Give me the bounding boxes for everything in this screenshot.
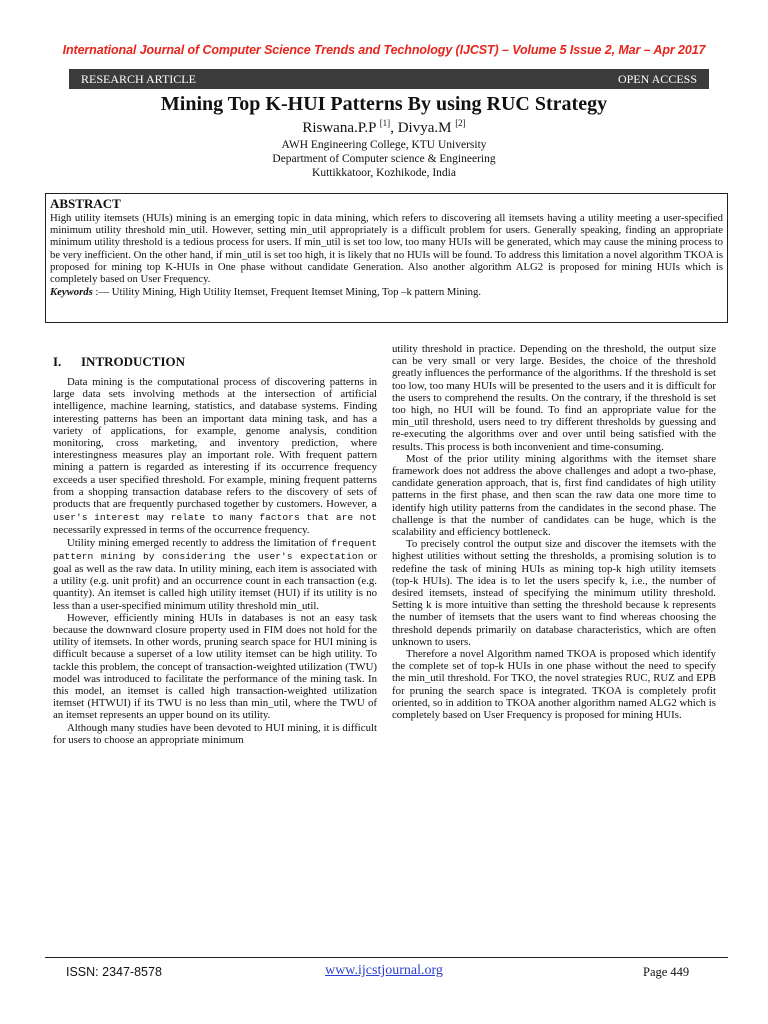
intro-p1-mono-text: a user's interest may relate to many factors that are not [53, 499, 377, 524]
research-article-label: RESEARCH ARTICLE [81, 72, 196, 86]
keywords-separator: :— [92, 286, 112, 299]
keywords-label: Keywords [50, 286, 93, 299]
intro-p2-end-text: or goal as well as the raw data. In utility mining, each item is associated with a utility (e.g. unit profit) and an occurrence count in each transaction (e.g. quantity). An itemset is called high utility itemset (HUI) if its utility is no less than a user-specified minimum utility threshold min_util. [53, 549, 377, 612]
section-number: I. [53, 354, 62, 369]
intro-p1-end-text: necessarily expressed in terms of the occurrence frequency. [53, 524, 310, 537]
intro-paragraph-2 [53, 537, 377, 612]
footer-divider [45, 957, 728, 958]
journal-header: International Journal of Computer Science Trends and Technology (IJCST) – Volume 5 Issue 2, Mar – Apr 2017 [62, 43, 706, 57]
right-paragraph-2: Most of the prior utility mining algorithms with the itemset share framework does not address the above challenges and adopt a two-phase, candidate generation approach, that is, first find candidates of high utility patterns in the first phase, and then scan the raw data one more time to identify high utility patterns from the candidates in the second phase. The challenge is that the number of candidates can be huge, which is the scalability and efficiency bottleneck. [392, 452, 716, 539]
affiliation-3: Kuttikkatoor, Kozhikode, India [312, 167, 456, 179]
intro-p2-mono-text: frequent pattern mining by considering the user's expectation [53, 537, 377, 562]
author-1: Riswana.P.P [302, 120, 376, 136]
intro-p1-text: Data mining is the computational process of discovering patterns in large data sets involving methods at the intersection of artificial intelligence, machine learning, statistics, and database systems. Finding interesting patterns has been an important data mining task, and has a variety of applications, for example, genome analysis, condition monitoring, cross marketing, and inventory prediction, where interestingness measures play an important role. With frequent pattern mining a pattern is regarded as interesting if its occurrence frequency exceeds a user specified threshold. For example, mining frequent patterns from a shopping transaction database refers to the discovery of sets of products that are frequently purchased together by customers. However, [53, 376, 377, 511]
footer-page-number: Page 449 [643, 965, 690, 979]
intro-paragraph-3: However, efficiently mining HUIs in databases is not an easy task because the downward closure property used in FIM does not hold for the utility of itemsets. In other words, pruning search space for HUI mining is difficult because a superset of a low utility itemset can be high utility. To tackle this problem, the concept of transaction-weighted utilization (TWU) model was introduced to facilitate the performance of the mining task. In this model, an itemset is called high transaction-weighted utilization itemset (HTWUI) if its TWU is no less than min_util, where the TWU of an itemset represents an upper bound on its utility. [53, 611, 377, 722]
author-2-ref: [2] [455, 118, 466, 128]
affiliation-1: AWH Engineering College, KTU University [281, 139, 487, 151]
right-paragraph-3: To precisely control the output size and discover the itemsets with the highest utilities without setting the thresholds, a promising solution is to redefine the task of mining HUIs as mining top-k high utility itemsets (top-k HUIs). The idea is to let the users specify k, i.e., the number of desired itemsets, instead of specifying the minimum utility threshold. Setting k is more intuitive than setting the threshold because k represents the number of itemsets that the users want to find whereas choosing the threshold depends primarily on database characteristics, which are often unknown to users. [392, 538, 716, 648]
footer-website-link[interactable]: www.ijcstjournal.org [325, 963, 443, 978]
footer-issn: ISSN: 2347-8578 [66, 965, 162, 979]
abstract-heading: ABSTRACT [50, 196, 121, 211]
abstract-text: High utility itemsets (HUIs) mining is an emerging topic in data mining, which refers to discovering all itemsets having a utility meeting a user-specified minimum utility threshold min_util. However, setting min_util appropriately is a difficult problem for users. Generally speaking, finding an appropriate minimum utility threshold is a tedious process for users. If min_util is set too low, too many HUIs will be generated, which may cause the mining process to be very inefficient. On the other hand, if min_util is set too high, it is likely that no HUIs will be found. To address this limitation a novel algorithm TKOA is proposed for mining top K-HUIs in One phase without candidate Generation. Also another algorithm ALG2 is proposed for mining HUIs which is completely based on User Frequency. [50, 212, 723, 286]
intro-paragraph-1 [53, 376, 377, 537]
authors [0, 118, 768, 137]
section-heading [53, 354, 185, 370]
keywords-text: Utility Mining, High Utility Itemset, Frequent Itemset Mining, Top –k pattern Mining. [111, 286, 481, 299]
intro-p2-start-text: Utility mining emerged recently to address the limitation of [67, 536, 328, 549]
right-column [392, 343, 716, 721]
article-banner [69, 69, 709, 89]
author-1-ref: [1] [379, 118, 391, 128]
author-separator: , [390, 120, 398, 136]
right-paragraph-4: Therefore a novel Algorithm named TKOA is proposed which identify the complete set of top-k HUIs in one phase without the need to specify the min_util threshold. For TKO, the novel strategies RUC, RUZ and EPB for pruning the search space is integrated. TKOA is completely profit oriented, so in addition to TKOA another algorithm named ALG2 which is completely based on User Frequency is proposed for mining HUIs. [392, 648, 716, 722]
abstract-box [45, 193, 728, 323]
affiliation-2: Department of Computer science & Engineering [272, 153, 496, 165]
intro-paragraph-4: Although many studies have been devoted to HUI mining, it is difficult for users to choose an appropriate minimum [53, 721, 377, 746]
author-2: Divya.M [397, 120, 452, 136]
left-column [53, 376, 377, 746]
section-title: INTRODUCTION [81, 354, 186, 369]
keywords-line [50, 286, 723, 299]
paper-title: Mining Top K-HUI Patterns By using RUC Strategy [160, 93, 608, 115]
right-paragraph-1: utility threshold in practice. Depending on the threshold, the output size can be very small or very large. Besides, the choice of the threshold greatly influences the performance of the algorithms. If the threshold is set too low, too many HUIs will be presented to the users and it is difficult for the users to comprehend the results. On the contrary, if the threshold is set too high, no HUI will be found. To find an appropriate value for the min_util threshold, users need to try different thresholds by guessing and re-executing the algorithms over and over until being satisfied with the results. This process is both inconvenient and time-consuming. [392, 343, 716, 453]
open-access-label: OPEN ACCESS [617, 72, 697, 86]
